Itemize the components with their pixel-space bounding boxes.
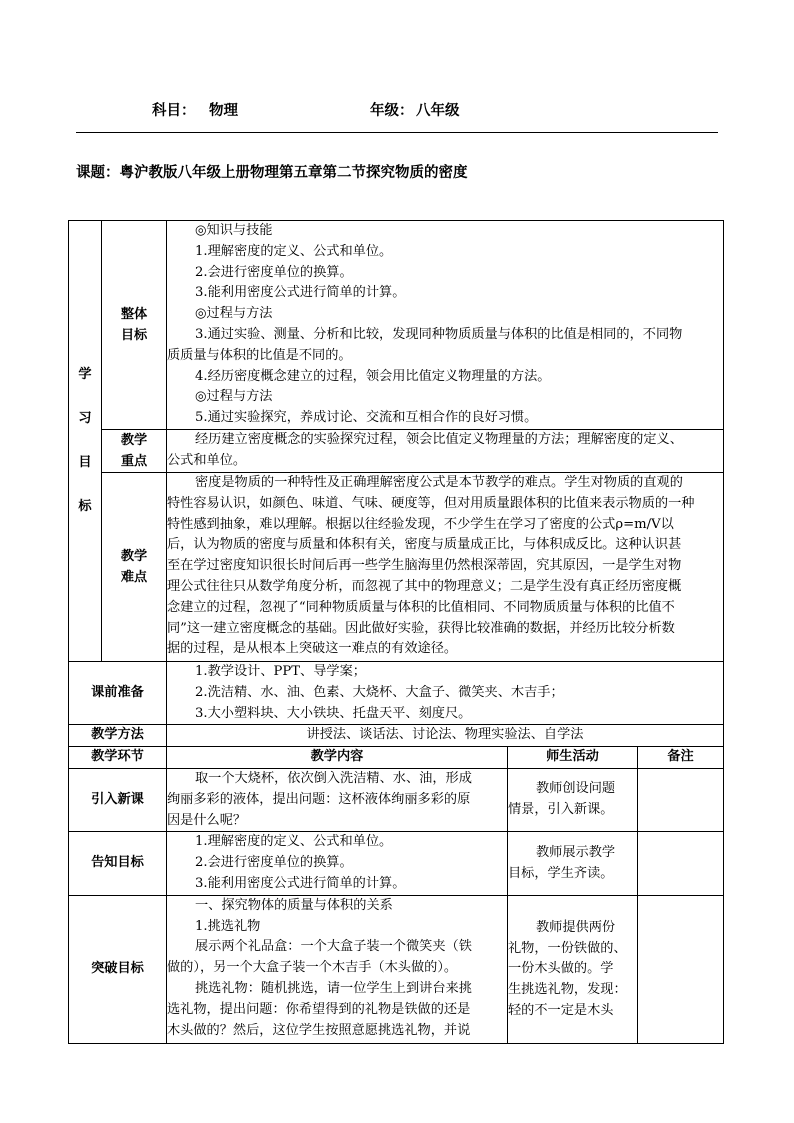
methods-row bbox=[69, 725, 724, 747]
preparation-row bbox=[69, 662, 724, 725]
preparation-content bbox=[167, 662, 724, 725]
text-line: 1.理解密度的定义、公式和单位。 bbox=[195, 834, 393, 850]
text-line: 教师创设问题 bbox=[536, 781, 616, 797]
content-intro bbox=[167, 768, 508, 831]
key-point-label: 教学 重点 bbox=[102, 430, 167, 473]
text-line: 2.会进行密度单位的换算。 bbox=[195, 264, 353, 280]
text-line: 3.能利用密度公式进行简单的计算。 bbox=[195, 285, 406, 301]
activity-goals bbox=[508, 832, 638, 895]
text-line: 至在学过密度知识很长时间后再一些学生脑海里仍然根深蒂固，究其原因，一是学生对物 bbox=[167, 558, 682, 574]
text-line: 公式和单位。 bbox=[167, 452, 247, 468]
text-line: ◎过程与方法 bbox=[195, 306, 273, 322]
text-line: 展示两个礼品盒：一个大盒子装一个微笑夹（铁 bbox=[195, 939, 472, 955]
text-line: 同”这一建立密度概念的基础。因此做好实验，获得比较准确的数据，并经历比较分析数 bbox=[167, 620, 675, 636]
process-row-breakthrough bbox=[69, 895, 724, 1043]
subject-label: 科目： bbox=[152, 102, 196, 119]
content-header: 教学内容 bbox=[167, 747, 508, 769]
text-line: 挑选礼物：随机挑选，请一位学生上到讲台来挑 bbox=[195, 980, 472, 996]
subject-value: 物理 bbox=[209, 102, 238, 119]
overall-objective-row bbox=[69, 221, 724, 430]
text-line: 生挑选礼物，发现： bbox=[508, 982, 627, 998]
text-line: 绚丽多彩的液体，提出问题：这杯液体绚丽多彩的原 bbox=[167, 791, 471, 807]
text-line: 5.通过实验探究，养成讨论、交流和互相合作的良好习惯。 bbox=[195, 410, 538, 426]
text-line: 经历建立密度概念的实验探究过程，领会比值定义物理量的方法；理解密度的定义、 bbox=[195, 432, 683, 447]
notes-breakthrough bbox=[638, 895, 724, 1043]
key-point-content bbox=[167, 430, 724, 473]
text-line: 1.理解密度的定义、公式和单位。 bbox=[195, 243, 393, 259]
text-line: 3.大小塑料块、大小铁块、托盘天平、刻度尺。 bbox=[195, 705, 472, 721]
process-header-row bbox=[69, 747, 724, 769]
preparation-label: 课前准备 bbox=[69, 662, 167, 725]
content-breakthrough bbox=[167, 895, 508, 1043]
objectives-section-label: 学 习 目 标 bbox=[69, 221, 102, 662]
text-line: 取一个大烧杯，依次倒入洗洁精、水、油，形成 bbox=[195, 770, 472, 786]
text-line: 一、探究物体的质量与体积的关系 bbox=[195, 897, 393, 913]
text-line: 2.会进行密度单位的换算。 bbox=[195, 855, 353, 871]
topic-label: 课题： bbox=[76, 164, 120, 181]
difficulty-label: 教学 难点 bbox=[102, 473, 167, 662]
activity-breakthrough bbox=[508, 895, 638, 1043]
stage-intro: 引入新课 bbox=[69, 768, 167, 831]
key-point-row bbox=[69, 430, 724, 473]
text-line: 念建立的过程，忽视了“同种物质质量与体积的比值相同、不同物质质量与体积的比值不 bbox=[167, 599, 675, 615]
activity-header: 师生活动 bbox=[508, 747, 638, 769]
difficulty-row bbox=[69, 473, 724, 662]
difficulty-content bbox=[167, 473, 724, 662]
text-line: 2.洗洁精、水、油、色素、大烧杯、大盒子、微笑夹、木吉手； bbox=[195, 684, 564, 700]
lesson-plan-table bbox=[68, 220, 724, 1044]
overall-objective-content bbox=[167, 221, 724, 430]
overall-objective-label: 整体 目标 bbox=[102, 221, 167, 430]
text-line: 情景，引入新课。 bbox=[508, 802, 614, 818]
methods-content: 讲授法、谈话法、讨论法、物理实验法、自学法 bbox=[167, 725, 724, 747]
header-divider bbox=[76, 132, 718, 133]
text-line: ◎知识与技能 bbox=[195, 223, 273, 238]
text-line: 做的），另一个大盒子装一个木吉手（木头做的）。 bbox=[167, 960, 458, 976]
text-line: 教师提供两份 bbox=[536, 919, 616, 935]
text-line: 1.挑选礼物 bbox=[195, 918, 261, 934]
text-line: 木头做的？然后，这位学生按照意愿挑选礼物，并说 bbox=[167, 1022, 471, 1038]
stage-goals: 告知目标 bbox=[69, 832, 167, 895]
notes-intro bbox=[638, 768, 724, 831]
text-line: 后，认为物质的密度与质量和体积有关，密度与质量成正比，与体积成反比。这种认识甚 bbox=[167, 537, 682, 553]
text-line: 因是什么呢？ bbox=[167, 812, 247, 828]
notes-goals bbox=[638, 832, 724, 895]
text-line: 3.通过实验、测量、分析和比较，发现同种物质质量与体积的比值是相同的，不同物 bbox=[195, 326, 683, 342]
text-line: 特性容易认识，如颜色、味道、气味、硬度等，但对用质量跟体积的比值来表示物质的一种 bbox=[167, 495, 695, 511]
stage-header: 教学环节 bbox=[69, 747, 167, 769]
text-line: 质质量与体积的比值是不同的。 bbox=[167, 347, 352, 363]
text-line: 3.能利用密度公式进行简单的计算。 bbox=[195, 875, 406, 891]
text-line: 理公式往往只从数学角度分析，而忽视了其中的物理意义；二是学生没有真正经历密度概 bbox=[167, 578, 682, 594]
text-line: 教师展示教学 bbox=[536, 844, 616, 860]
process-row-goals bbox=[69, 832, 724, 895]
text-line: 一份木头做的。学 bbox=[508, 961, 614, 977]
activity-intro bbox=[508, 768, 638, 831]
stage-breakthrough: 突破目标 bbox=[69, 895, 167, 1043]
content-goals bbox=[167, 832, 508, 895]
topic-title: 粤沪教版八年级上册物理第五章第二节探究物质的密度 bbox=[119, 164, 468, 181]
text-line: 选礼物，提出问题：你希望得到的礼物是铁做的还是 bbox=[167, 1001, 471, 1017]
notes-header: 备注 bbox=[638, 747, 724, 769]
topic-line bbox=[76, 161, 468, 182]
text-line: 特性感到抽象，难以理解。根据以往经验发现，不少学生在学习了密度的公式ρ=m/V以 bbox=[167, 516, 674, 532]
text-line: 4.经历密度概念建立的过程，领会用比值定义物理量的方法。 bbox=[195, 368, 551, 384]
text-line: 据的过程，是从根本上突破这一难点的有效途径。 bbox=[167, 641, 458, 657]
methods-label: 教学方法 bbox=[69, 725, 167, 747]
text-line: 1.教学设计、PPT、导学案； bbox=[195, 664, 366, 679]
text-line: 密度是物质的一种特性及正确理解密度公式是本节教学的难点。学生对物质的直观的 bbox=[195, 475, 683, 490]
process-row-intro bbox=[69, 768, 724, 831]
grade-label: 年级： bbox=[370, 102, 414, 119]
text-line: 轻的不一定是木头 bbox=[508, 1002, 614, 1018]
text-line: 目标，学生齐读。 bbox=[508, 865, 614, 881]
text-line: 礼物，一份铁做的、 bbox=[508, 940, 627, 956]
grade-value: 八年级 bbox=[416, 102, 460, 119]
text-line: ◎过程与方法 bbox=[195, 389, 273, 405]
